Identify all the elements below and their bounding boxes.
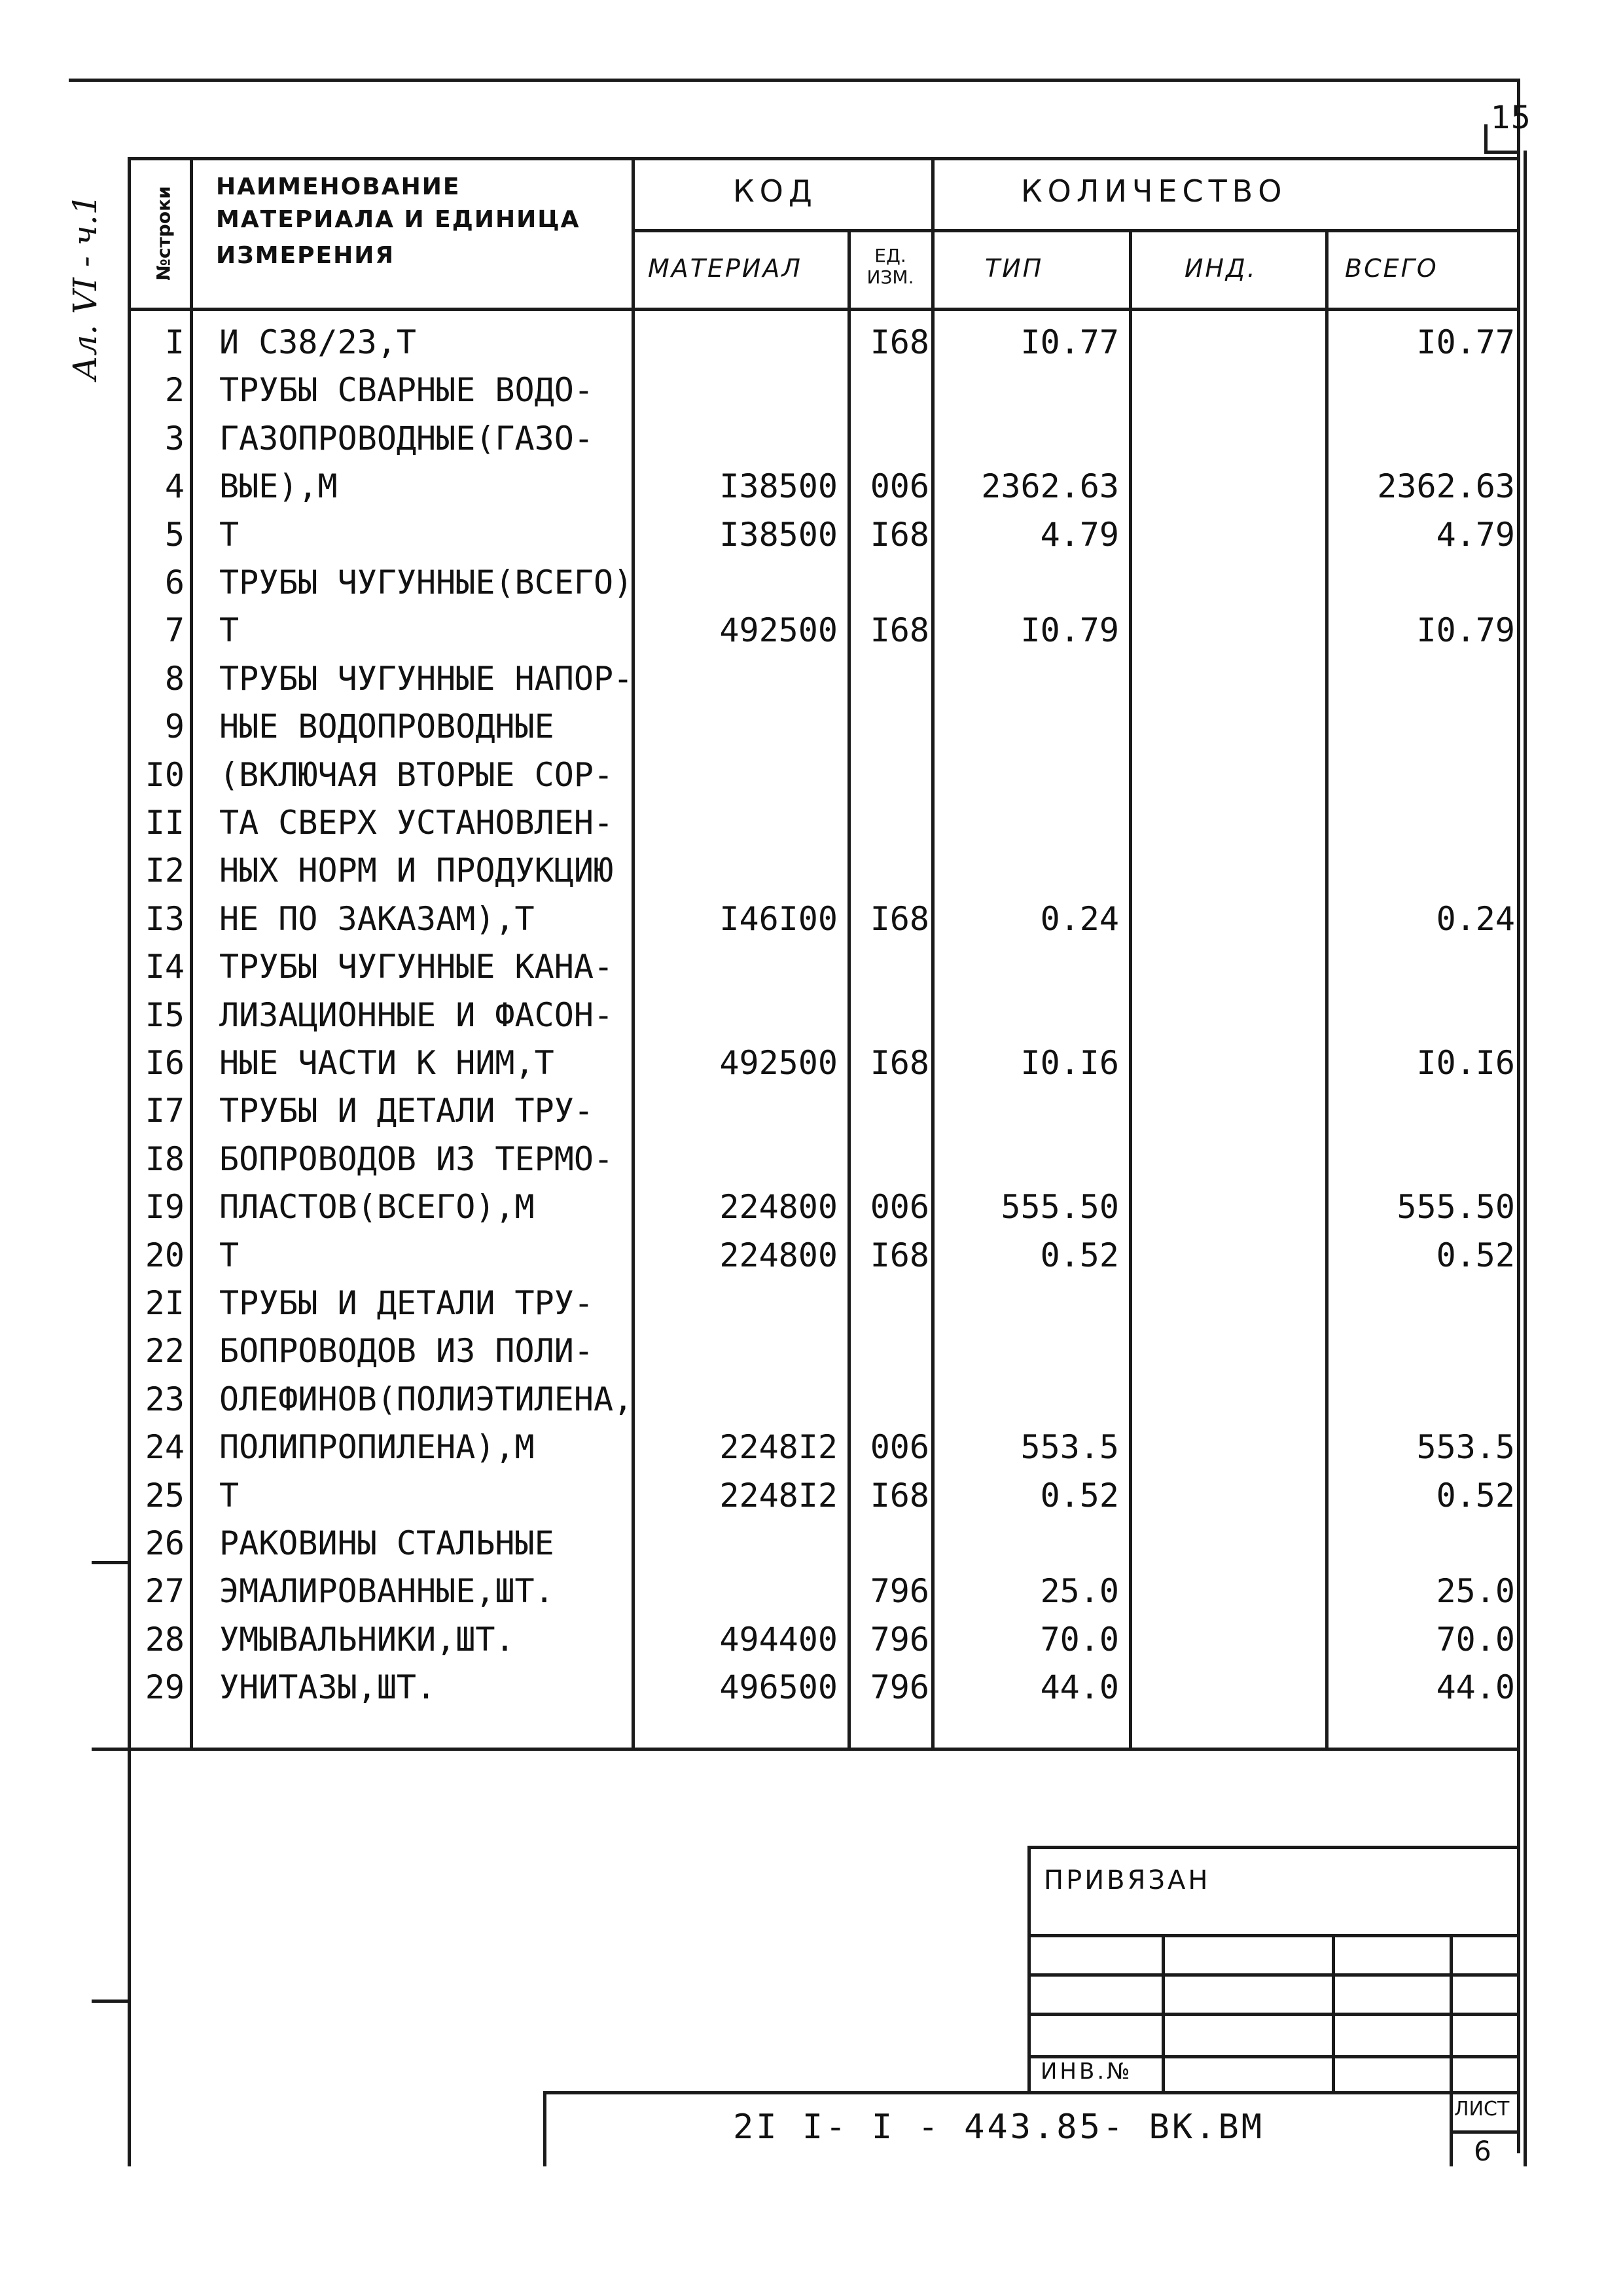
row-number: 9 (164, 708, 185, 746)
row-qty-total (1335, 991, 1515, 1039)
row-material-name: Т (219, 1236, 240, 1274)
row-qty-total: I0.77 (1416, 323, 1515, 361)
row-unit-code (857, 1086, 929, 1135)
row-material-name: НЕ ПО ЗАКАЗАМ),Т (219, 899, 535, 938)
row-material-code (661, 1086, 838, 1135)
row-qty-type (949, 991, 1119, 1039)
row-material-code (661, 318, 838, 367)
row-number: 4 (164, 467, 185, 506)
row-qty-total (1335, 846, 1515, 895)
row-unit-code (857, 1327, 929, 1375)
table-row (0, 1471, 1623, 1519)
row-material-code: 2248I2 (719, 1476, 838, 1515)
row-material-name: УНИТАЗЫ,ШТ. (219, 1668, 437, 1707)
table-row (0, 606, 1623, 654)
header-mid-rule (632, 229, 1520, 232)
row-qty-total (1335, 1327, 1515, 1375)
table-row (0, 895, 1623, 942)
header-material: МАТЕРИАЛ (648, 254, 802, 283)
row-unit-code (857, 751, 929, 799)
row-unit-code: I68 (870, 899, 929, 938)
row-qty-total (1335, 558, 1515, 607)
row-unit-code (857, 942, 929, 991)
row-material-name: ТРУБЫ ЧУГУННЫЕ НАПОР- (219, 659, 633, 698)
row-unit-code: I68 (870, 515, 929, 554)
row-material-code (661, 991, 838, 1039)
row-number: 28 (145, 1620, 185, 1659)
row-material-name: ГАЗОПРОВОДНЫЕ(ГАЗО- (219, 419, 594, 457)
row-unit-code (857, 558, 929, 607)
stamp-grid-v1 (1162, 1934, 1165, 2091)
row-number: 24 (145, 1428, 185, 1467)
row-material-code: 2248I2 (719, 1428, 838, 1467)
row-qty-total (1335, 1279, 1515, 1327)
row-number: I (164, 323, 185, 361)
row-material-code (661, 751, 838, 799)
row-number: 25 (145, 1476, 185, 1515)
row-number: 7 (164, 611, 185, 650)
row-material-name: ПОЛИПРОПИЛЕНА),М (219, 1428, 535, 1467)
row-unit-code (857, 1279, 929, 1327)
row-number: II (145, 804, 185, 842)
row-material-name: И С38/23,Т (219, 323, 417, 361)
row-unit-code (857, 655, 929, 703)
row-qty-total: 25.0 (1436, 1572, 1515, 1611)
row-material-code (661, 702, 838, 751)
table-row (0, 558, 1623, 606)
header-name-line1: НАИМЕНОВАНИЕ (216, 173, 461, 200)
row-number: 2 (164, 371, 185, 410)
row-qty-total: I0.79 (1416, 611, 1515, 650)
table-row (0, 511, 1623, 558)
row-unit-code (857, 1135, 929, 1183)
row-number: I5 (145, 996, 185, 1034)
row-qty-type: I0.77 (1020, 323, 1119, 361)
stamp-grid-h5 (543, 2091, 1520, 2094)
row-qty-total: 2362.63 (1377, 467, 1515, 506)
row-qty-type (949, 414, 1119, 463)
row-qty-type: I0.79 (1020, 611, 1119, 650)
row-qty-total: 0.24 (1436, 899, 1515, 938)
row-material-name: Т (219, 1476, 240, 1515)
row-material-name: НЫЕ ВОДОПРОВОДНЫЕ (219, 708, 554, 746)
page-number-box-left (1484, 124, 1488, 153)
row-material-name: НЫХ НОРМ И ПРОДУКЦИЮ (219, 852, 614, 890)
row-qty-total: 0.52 (1436, 1236, 1515, 1274)
table-row (0, 1279, 1623, 1327)
row-unit-code (857, 991, 929, 1039)
table-row (0, 702, 1623, 750)
row-material-name: ЛИЗАЦИОННЫЕ И ФАСОН- (219, 996, 614, 1034)
stamp-grid-h3 (1027, 2013, 1520, 2016)
header-unit-line2: ИЗМ. (866, 266, 914, 288)
row-number: I3 (145, 899, 185, 938)
header-total: ВСЕГО (1345, 254, 1438, 283)
row-qty-total (1335, 414, 1515, 463)
row-material-name: ТРУБЫ СВАРНЫЕ ВОДО- (219, 371, 594, 410)
row-material-name: Т (219, 611, 240, 650)
row-material-code (661, 414, 838, 463)
row-material-code (661, 846, 838, 895)
row-number: I0 (145, 755, 185, 794)
row-qty-total (1335, 1086, 1515, 1135)
row-qty-type (949, 366, 1119, 414)
row-number: I7 (145, 1092, 185, 1130)
table-row (0, 1135, 1623, 1183)
row-qty-type: 553.5 (1020, 1428, 1119, 1467)
table-bottom-rule (92, 1748, 1520, 1751)
row-qty-total (1335, 1519, 1515, 1568)
table-row (0, 1327, 1623, 1374)
header-unit-line1: ЕД. (874, 245, 906, 266)
row-material-name: ЭМАЛИРОВАННЫЕ,ШТ. (219, 1572, 554, 1611)
row-material-code: I38500 (719, 515, 838, 554)
table-row (0, 751, 1623, 798)
stamp-grid-h1 (1027, 1934, 1520, 1937)
row-number: 29 (145, 1668, 185, 1707)
row-number: 6 (164, 564, 185, 601)
row-material-name: ТРУБЫ И ДЕТАЛИ ТРУ- (219, 1092, 594, 1130)
row-qty-type: 4.79 (1040, 515, 1119, 554)
row-qty-total (1335, 1375, 1515, 1424)
row-material-name: ТА СВЕРХ УСТАНОВЛЕН- (219, 804, 614, 842)
header-code: КОД (733, 173, 817, 209)
row-unit-code (857, 702, 929, 751)
row-number: I9 (145, 1188, 185, 1227)
row-material-name: НЫЕ ЧАСТИ К НИМ,Т (219, 1044, 554, 1082)
row-qty-total: 553.5 (1416, 1428, 1515, 1467)
row-unit-code (857, 798, 929, 847)
doc-code-left-rule (543, 2091, 546, 2166)
material-table-body (0, 318, 1623, 1732)
row-qty-type (949, 702, 1119, 751)
header-ind: ИНД. (1185, 254, 1257, 283)
row-material-name: ТРУБЫ ЧУГУННЫЕ КАНА- (219, 948, 614, 986)
row-number: 2I (145, 1284, 185, 1322)
row-qty-type (949, 1086, 1119, 1135)
row-number: 20 (145, 1236, 185, 1274)
row-unit-code: I68 (870, 1476, 929, 1515)
row-qty-type: 0.52 (1040, 1236, 1119, 1274)
row-material-code: I38500 (719, 467, 838, 506)
row-qty-type: I0.I6 (1020, 1044, 1119, 1082)
page-number: 15 (1491, 99, 1531, 136)
row-qty-type: 2362.63 (981, 467, 1119, 506)
row-number: 3 (164, 419, 185, 457)
row-material-code: 492500 (719, 1044, 838, 1082)
row-material-code (661, 1279, 838, 1327)
row-number: 22 (145, 1332, 185, 1371)
page-number-box-bottom (1484, 151, 1520, 154)
table-row (0, 1183, 1623, 1230)
row-qty-type (949, 942, 1119, 991)
row-qty-total (1335, 366, 1515, 414)
row-qty-type (949, 751, 1119, 799)
row-material-code (661, 1519, 838, 1568)
header-row-no: №строки (152, 186, 175, 281)
row-material-code (661, 1567, 838, 1615)
row-material-name: РАКОВИНЫ СТАЛЬНЫЕ (219, 1524, 554, 1562)
row-unit-code: I68 (870, 1236, 929, 1274)
row-material-name: БОПРОВОДОВ ИЗ ТЕРМО- (219, 1139, 614, 1178)
row-unit-code: 796 (870, 1572, 929, 1611)
row-qty-type (949, 1375, 1119, 1424)
row-unit-code (857, 366, 929, 414)
stamp-inv-no: ИНВ.№ (1041, 2058, 1133, 2085)
row-qty-type (949, 1279, 1119, 1327)
row-material-code (661, 558, 838, 607)
row-unit-code: I68 (870, 1044, 929, 1082)
row-qty-total: 70.0 (1436, 1620, 1515, 1659)
row-qty-type: 70.0 (1040, 1620, 1119, 1659)
row-qty-type: 555.50 (1001, 1188, 1119, 1227)
table-row (0, 1519, 1623, 1567)
row-unit-code (857, 414, 929, 463)
stamp-grid-v2 (1332, 1934, 1335, 2091)
row-material-code (661, 655, 838, 703)
row-material-name: ВЫЕ),М (219, 467, 338, 506)
row-unit-code: 796 (870, 1620, 929, 1659)
row-qty-total (1335, 1135, 1515, 1183)
row-qty-type: 44.0 (1040, 1668, 1119, 1707)
row-qty-type: 0.24 (1040, 899, 1119, 938)
row-material-code (661, 798, 838, 847)
header-bottom-rule (128, 308, 1520, 311)
row-qty-total (1335, 751, 1515, 799)
row-qty-total (1335, 942, 1515, 991)
row-material-name: Т (219, 515, 240, 554)
row-material-name: (ВКЛЮЧАЯ ВТОРЫЕ СОР- (219, 755, 614, 794)
row-qty-total: I0.I6 (1416, 1044, 1515, 1082)
row-material-code: 496500 (719, 1668, 838, 1707)
row-qty-type: 25.0 (1040, 1572, 1119, 1611)
header-quantity: КОЛИЧЕСТВО (1021, 173, 1287, 209)
table-row (0, 1086, 1623, 1134)
row-number: 23 (145, 1380, 185, 1418)
row-number: 26 (145, 1524, 185, 1562)
row-material-code: I46I00 (719, 899, 838, 938)
row-material-code (661, 366, 838, 414)
row-qty-total (1335, 798, 1515, 847)
row-qty-type (949, 846, 1119, 895)
row-qty-type (949, 1135, 1119, 1183)
table-row (0, 1663, 1623, 1711)
row-unit-code (857, 1375, 929, 1424)
stamp-top-rule (1027, 1846, 1520, 1849)
row-unit-code (857, 1519, 929, 1568)
table-row (0, 1039, 1623, 1086)
row-material-name: ПЛАСТОВ(ВСЕГО),М (219, 1188, 535, 1227)
row-number: I2 (145, 852, 185, 890)
row-qty-total: 0.52 (1436, 1476, 1515, 1515)
header-name-line2: МАТЕРИАЛА И ЕДИНИЦА (216, 206, 580, 233)
row-qty-total (1335, 702, 1515, 751)
row-material-code (661, 1135, 838, 1183)
row-number: I4 (145, 948, 185, 986)
row-qty-type (949, 1519, 1119, 1568)
header-name-line3: ИЗМЕРЕНИЯ (216, 242, 395, 269)
row-qty-type: 0.52 (1040, 1476, 1119, 1515)
stamp-sheet-label: ЛИСТ (1454, 2098, 1510, 2121)
margin-tick-2 (92, 2000, 128, 2003)
table-row (0, 462, 1623, 510)
row-unit-code: 006 (870, 467, 929, 506)
row-unit-code: 006 (870, 1428, 929, 1467)
row-material-code (661, 942, 838, 991)
row-material-code: 224800 (719, 1188, 838, 1227)
stamp-sheet-value: 6 (1474, 2135, 1491, 2167)
table-row (0, 991, 1623, 1039)
row-unit-code: 006 (870, 1188, 929, 1227)
row-material-code (661, 1375, 838, 1424)
row-material-code: 492500 (719, 611, 838, 650)
row-qty-total: 4.79 (1436, 515, 1515, 554)
row-number: 8 (164, 659, 185, 698)
row-qty-type (949, 798, 1119, 847)
table-row (0, 1231, 1623, 1279)
row-qty-type (949, 655, 1119, 703)
sheet-box-rule (1450, 2130, 1520, 2134)
row-qty-total: 44.0 (1436, 1668, 1515, 1707)
top-rule (69, 79, 1519, 82)
row-unit-code: 796 (870, 1668, 929, 1707)
stamp-grid-h2 (1027, 1973, 1520, 1977)
table-row (0, 414, 1623, 462)
stamp-bound: ПРИВЯЗАН (1044, 1865, 1211, 1895)
table-row (0, 318, 1623, 366)
row-unit-code: I68 (870, 611, 929, 650)
header-type: ТИП (985, 254, 1044, 283)
row-material-code: 494400 (719, 1620, 838, 1659)
table-row (0, 846, 1623, 894)
row-qty-type (949, 1327, 1119, 1375)
table-row (0, 1567, 1623, 1615)
row-material-name: БОПРОВОДОВ ИЗ ПОЛИ- (219, 1332, 594, 1371)
row-material-code: 224800 (719, 1236, 838, 1274)
row-material-name: ОЛЕФИНОВ(ПОЛИЭТИЛЕНА, (219, 1380, 633, 1418)
row-material-name: ТРУБЫ И ДЕТАЛИ ТРУ- (219, 1284, 594, 1322)
table-row (0, 798, 1623, 846)
table-row (0, 942, 1623, 990)
row-material-name: УМЫВАЛЬНИКИ,ШТ. (219, 1620, 515, 1659)
row-number: 5 (164, 515, 185, 554)
table-row (0, 366, 1623, 414)
row-qty-type (949, 558, 1119, 607)
row-number: I6 (145, 1044, 185, 1082)
row-unit-code: I68 (870, 323, 929, 361)
document-code: 2I I- I - 443.85- ВК.ВМ (733, 2108, 1265, 2147)
row-number: I8 (145, 1139, 185, 1178)
row-qty-total (1335, 655, 1515, 703)
table-row (0, 1615, 1623, 1663)
side-code: Ал. VI - ч.1 (66, 194, 104, 381)
table-row (0, 1423, 1623, 1471)
row-unit-code (857, 846, 929, 895)
table-row (0, 655, 1623, 702)
table-top-rule (128, 157, 1520, 160)
row-material-name: ТРУБЫ ЧУГУННЫЕ(ВСЕГО) (219, 564, 633, 601)
row-qty-total: 555.50 (1397, 1188, 1515, 1227)
row-number: 27 (145, 1572, 185, 1611)
row-material-code (661, 1327, 838, 1375)
table-row (0, 1375, 1623, 1423)
